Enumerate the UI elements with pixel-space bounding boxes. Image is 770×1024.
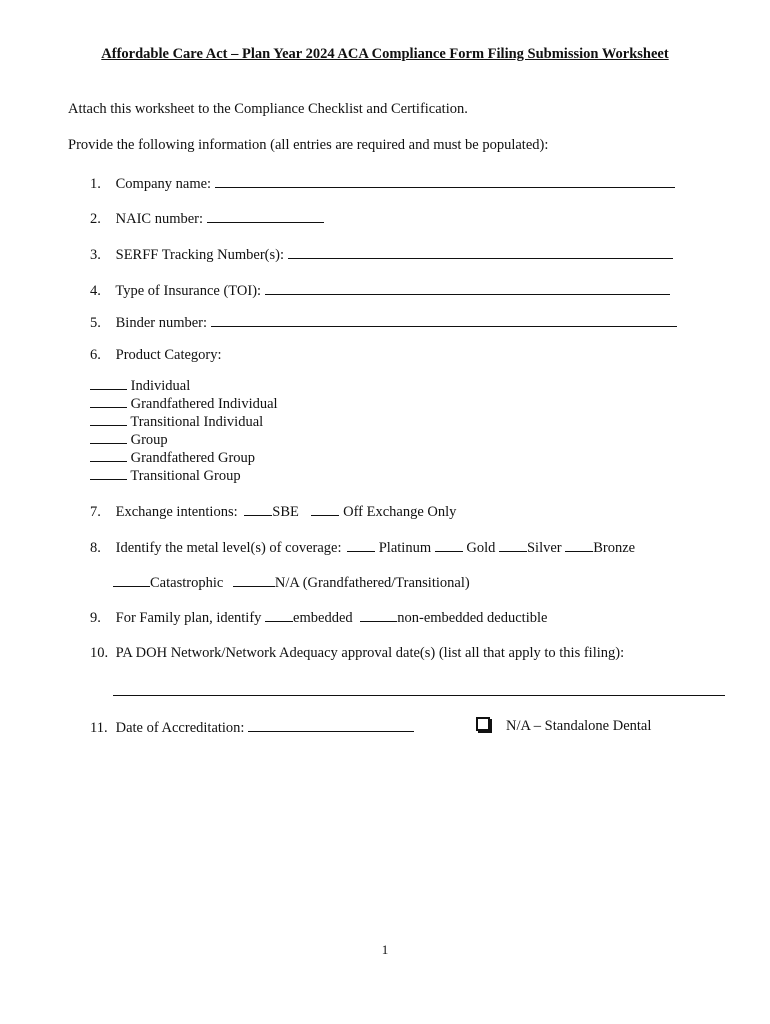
item-number: 6.	[90, 347, 101, 363]
bronze-blank[interactable]	[565, 539, 593, 552]
network-label: PA DOH Network/Network Adequacy approval date(s) (list all that apply to this filing):	[115, 645, 625, 661]
accreditation-row	[90, 717, 414, 737]
company-name-field[interactable]	[215, 173, 675, 188]
item-number: 2.	[90, 211, 101, 227]
exchange-row	[90, 503, 456, 521]
network-approval-field[interactable]	[113, 681, 725, 696]
naic-number-label: NAIC number:	[115, 211, 204, 227]
silver-label: Silver	[526, 540, 562, 556]
platinum-label: Platinum	[378, 540, 432, 556]
catastrophic-label: Catastrophic	[150, 575, 224, 591]
category-blank[interactable]	[90, 431, 127, 444]
category-label: Grandfathered Individual	[130, 396, 278, 412]
category-label: Individual	[130, 378, 191, 394]
list-item	[90, 377, 278, 395]
metal-level-row	[90, 539, 635, 557]
category-label: Transitional Individual	[130, 414, 264, 430]
list-item	[90, 467, 278, 485]
item-number: 9.	[90, 610, 101, 626]
item-number: 5.	[90, 315, 101, 331]
toi-label: Type of Insurance (TOI):	[115, 283, 262, 299]
non-embedded-label: non-embedded deductible	[397, 610, 548, 626]
accreditation-date-field[interactable]	[248, 717, 414, 732]
serff-label: SERFF Tracking Number(s):	[115, 247, 285, 263]
item-number: 3.	[90, 247, 101, 263]
category-blank[interactable]	[90, 395, 127, 408]
catastrophic-blank[interactable]	[113, 574, 150, 587]
binder-field[interactable]	[211, 312, 677, 327]
family-plan-row	[90, 609, 547, 627]
company-name-row	[90, 173, 675, 193]
page-number: 1	[381, 942, 389, 957]
standalone-dental-checkbox[interactable]	[476, 717, 490, 731]
category-label: Grandfathered Group	[130, 450, 256, 466]
product-category-row	[90, 347, 222, 364]
na-label: N/A (Grandfathered/Transitional)	[274, 575, 470, 591]
list-item	[90, 431, 278, 449]
embedded-blank[interactable]	[265, 609, 293, 622]
category-blank[interactable]	[90, 377, 127, 390]
exchange-label: Exchange intentions:	[115, 504, 238, 520]
silver-blank[interactable]	[499, 539, 527, 552]
family-plan-label: For Family plan, identify	[115, 610, 262, 626]
platinum-blank[interactable]	[347, 539, 375, 552]
item-number: 7.	[90, 504, 101, 520]
category-label: Transitional Group	[130, 468, 241, 484]
company-name-label: Company name:	[115, 176, 212, 192]
gold-blank[interactable]	[435, 539, 463, 552]
item-number: 1.	[90, 176, 101, 192]
item-number: 4.	[90, 283, 101, 299]
naic-number-field[interactable]	[207, 208, 324, 223]
accreditation-label: Date of Accreditation:	[115, 720, 245, 736]
off-exchange-blank[interactable]	[311, 503, 339, 516]
binder-row	[90, 312, 677, 332]
product-category-label: Product Category:	[115, 347, 222, 363]
serff-field[interactable]	[288, 244, 673, 259]
list-item	[90, 395, 278, 413]
embedded-label: embedded	[293, 610, 353, 626]
binder-label: Binder number:	[115, 315, 208, 331]
list-item	[90, 449, 278, 467]
item-number: 8.	[90, 540, 101, 556]
serff-row	[90, 244, 673, 264]
toi-field[interactable]	[265, 280, 670, 295]
metal-level-label: Identify the metal level(s) of coverage:	[115, 540, 342, 556]
list-item	[90, 413, 278, 431]
category-blank[interactable]	[90, 467, 127, 480]
na-blank[interactable]	[233, 574, 275, 587]
item-number: 10.	[90, 645, 109, 661]
category-blank[interactable]	[90, 449, 127, 462]
network-row	[90, 645, 624, 662]
category-label: Group	[130, 432, 168, 448]
metal-level-row-2	[113, 574, 470, 592]
toi-row	[90, 280, 670, 300]
category-blank[interactable]	[90, 413, 127, 426]
intro-provide: Provide the following information (all entries are required and must be populated):	[68, 137, 549, 153]
product-category-list	[90, 377, 278, 485]
standalone-dental-label: N/A – Standalone Dental	[506, 718, 652, 734]
item-number: 11.	[90, 720, 108, 736]
naic-number-row	[90, 208, 324, 228]
non-embedded-blank[interactable]	[360, 609, 397, 622]
sbe-label: SBE	[272, 504, 299, 520]
standalone-dental-option	[476, 717, 651, 735]
off-exchange-label: Off Exchange Only	[343, 504, 457, 520]
bronze-label: Bronze	[593, 540, 636, 556]
intro-attach: Attach this worksheet to the Compliance Checklist and Certification.	[68, 101, 468, 117]
sbe-blank[interactable]	[244, 503, 272, 516]
gold-label: Gold	[466, 540, 496, 556]
page-title: Affordable Care Act – Plan Year 2024 ACA Compliance Form Filing Submission Worksheet	[101, 46, 669, 62]
